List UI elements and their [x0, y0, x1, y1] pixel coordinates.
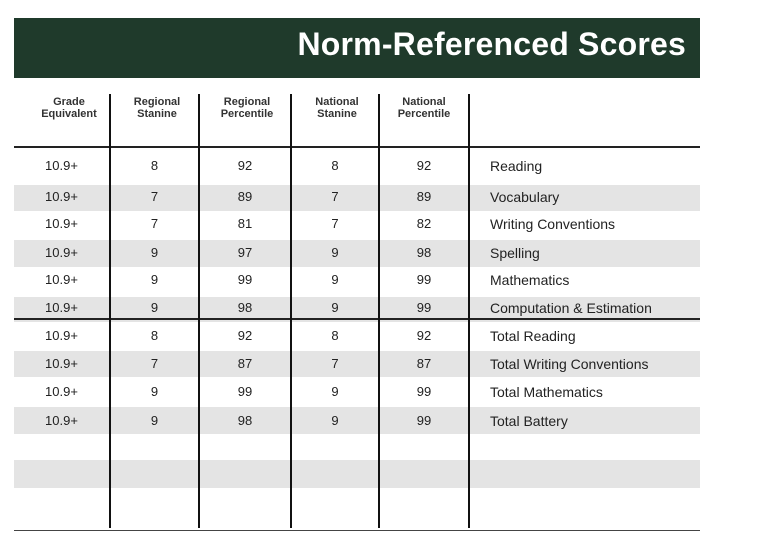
cell-regional-stanine: 9	[150, 300, 159, 315]
cell-grade-equivalent: 10.9+	[45, 328, 78, 343]
cell-regional-percentile: 99	[237, 272, 253, 287]
cell-regional-percentile: 98	[237, 413, 253, 428]
cell-national-percentile: 99	[416, 272, 432, 287]
cell-subtest: Mathematics	[490, 272, 570, 288]
cell-grade-equivalent: 10.9+	[45, 272, 78, 287]
cell-national-percentile: 99	[416, 413, 432, 428]
cell-regional-stanine: 9	[150, 384, 159, 399]
cell-national-percentile: 98	[416, 245, 432, 260]
table-row	[14, 239, 700, 267]
report-title: Norm-Referenced Scores	[297, 26, 686, 62]
cell-regional-percentile: 92	[237, 328, 253, 343]
cell-subtest: Vocabulary	[490, 189, 560, 205]
cell-subtest: Writing Conventions	[490, 216, 616, 232]
table-row	[14, 152, 700, 180]
table-row	[14, 378, 700, 406]
cell-subtest: Total Mathematics	[490, 384, 603, 400]
cell-regional-stanine: 9	[150, 413, 159, 428]
cell-national-percentile: 87	[416, 356, 432, 371]
cell-subtest: Computation & Estimation	[490, 300, 652, 316]
cell-subtest: Spelling	[490, 245, 540, 261]
row-band	[14, 460, 700, 488]
header-grade-equivalent: Grade Equivalent	[41, 96, 97, 120]
cell-subtest: Total Battery	[490, 413, 568, 429]
cell-regional-percentile: 92	[237, 158, 253, 173]
cell-national-stanine: 8	[331, 158, 339, 173]
page-bottom-rule	[14, 530, 700, 531]
scores-table	[14, 94, 700, 528]
title-banner	[14, 18, 700, 78]
cell-subtest: Total Writing Conventions	[490, 356, 649, 372]
table-row	[14, 322, 700, 350]
cell-subtest: Total Reading	[490, 328, 576, 344]
cell-national-percentile: 92	[416, 328, 432, 343]
cell-grade-equivalent: 10.9+	[45, 216, 78, 231]
header-rule	[14, 146, 700, 148]
table-row	[14, 294, 700, 322]
header-national-percentile: National Percentile	[397, 96, 451, 120]
cell-regional-percentile: 97	[237, 245, 253, 260]
cell-national-stanine: 9	[331, 384, 339, 399]
header-regional-stanine: Regional Stanine	[133, 96, 181, 120]
cell-national-stanine: 7	[331, 356, 339, 371]
cell-regional-stanine: 8	[150, 328, 159, 343]
cell-grade-equivalent: 10.9+	[45, 158, 78, 173]
cell-regional-stanine: 7	[150, 216, 159, 231]
cell-national-percentile: 99	[416, 300, 432, 315]
table-row	[14, 407, 700, 435]
cell-regional-stanine: 8	[150, 158, 159, 173]
cell-regional-stanine: 9	[150, 245, 159, 260]
cell-national-stanine: 7	[331, 216, 339, 231]
header-regional-percentile: Regional Percentile	[220, 96, 274, 120]
table-row	[14, 350, 700, 378]
cell-regional-stanine: 7	[150, 189, 159, 204]
cell-regional-stanine: 9	[150, 272, 159, 287]
cell-national-percentile: 92	[416, 158, 432, 173]
cell-national-percentile: 99	[416, 384, 432, 399]
cell-national-percentile: 82	[416, 216, 432, 231]
table-row	[14, 210, 700, 238]
header-national-stanine: National Stanine	[315, 96, 359, 120]
cell-regional-percentile: 89	[237, 189, 253, 204]
cell-national-stanine: 9	[331, 272, 339, 287]
cell-regional-percentile: 98	[237, 300, 253, 315]
cell-national-stanine: 9	[331, 300, 339, 315]
cell-grade-equivalent: 10.9+	[45, 300, 78, 315]
cell-national-stanine: 8	[331, 328, 339, 343]
cell-subtest: Reading	[490, 158, 543, 174]
cell-grade-equivalent: 10.9+	[45, 413, 78, 428]
cell-regional-percentile: 99	[237, 384, 253, 399]
cell-regional-percentile: 87	[237, 356, 253, 371]
cell-national-stanine: 9	[331, 245, 339, 260]
cell-grade-equivalent: 10.9+	[45, 245, 78, 260]
cell-national-stanine: 7	[331, 189, 339, 204]
cell-grade-equivalent: 10.9+	[45, 356, 78, 371]
table-row	[14, 266, 700, 294]
cell-grade-equivalent: 10.9+	[45, 384, 78, 399]
cell-national-percentile: 89	[416, 189, 432, 204]
cell-regional-percentile: 81	[237, 216, 253, 231]
cell-regional-stanine: 7	[150, 356, 159, 371]
table-row	[14, 183, 700, 211]
cell-grade-equivalent: 10.9+	[45, 189, 78, 204]
cell-national-stanine: 9	[331, 413, 339, 428]
score-report	[14, 18, 700, 533]
